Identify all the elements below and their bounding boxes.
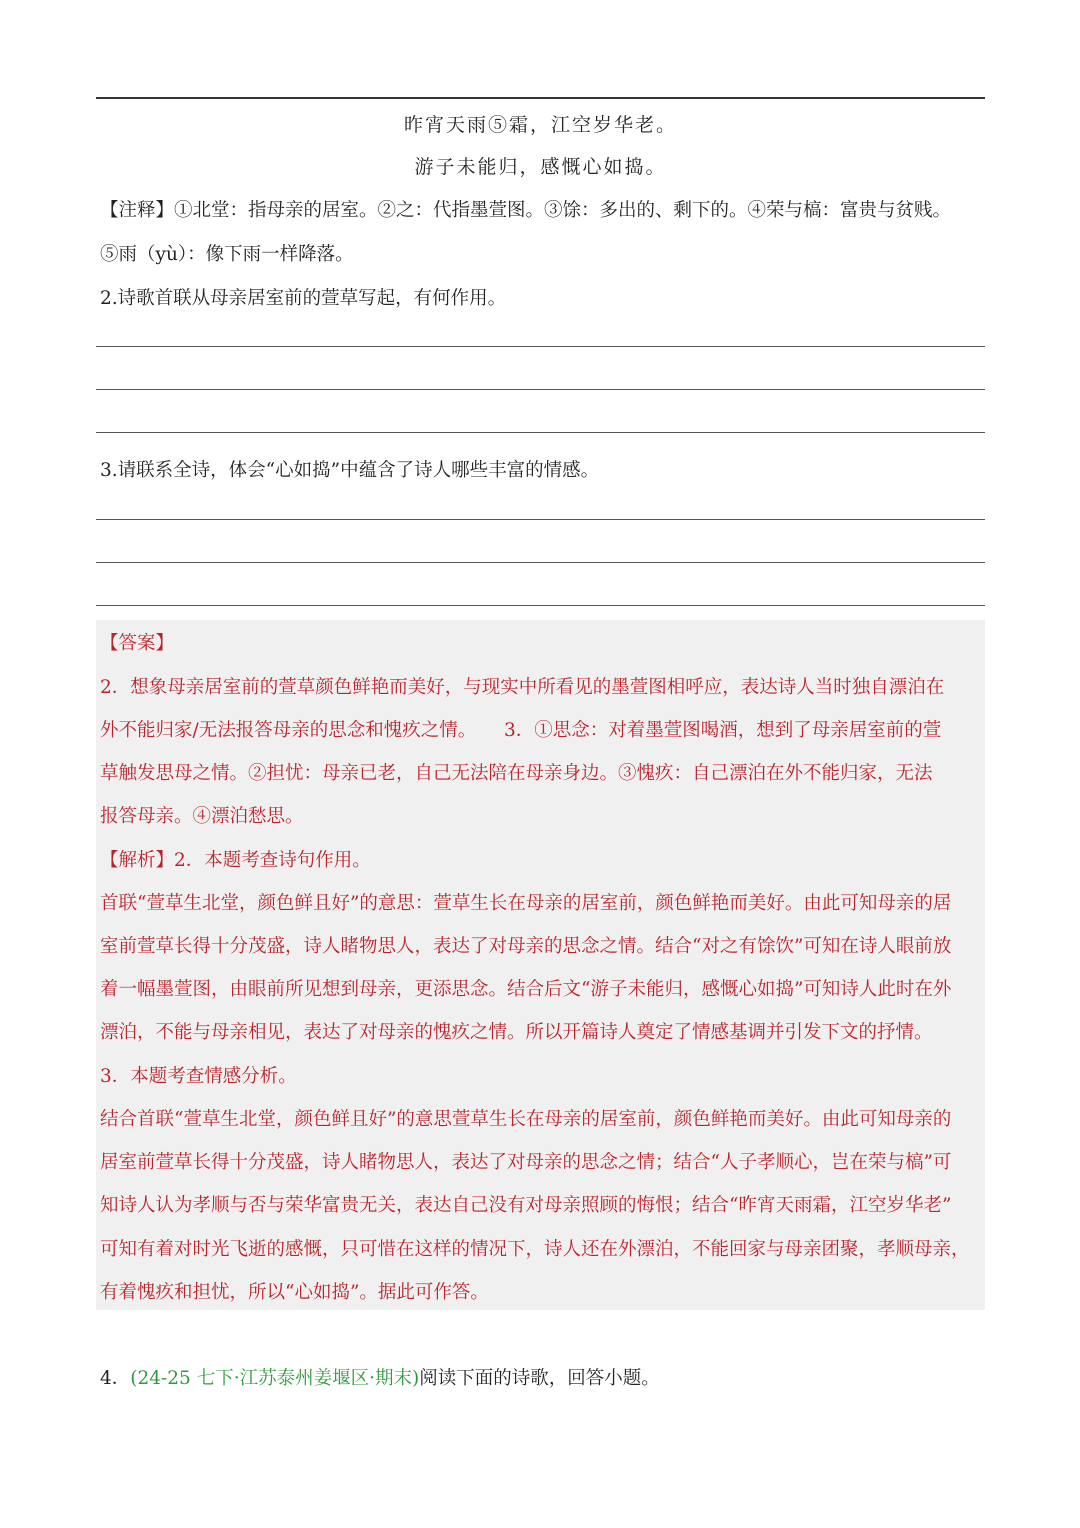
answer-line: 2．想象母亲居室前的萱草颜色鲜艳而美好，与现实中所看见的墨萱图相呼应，表达诗人当时独自漂泊在 (100, 677, 945, 698)
question-2: 2.诗歌首联从母亲居室前的萱草写起，有何作用。 (100, 288, 507, 309)
answer-line: 草触发思母之情。②担忧：母亲已老，自己无法陪在母亲身边。③愧疚：自己漂泊在外不能归家，无法 (100, 763, 933, 784)
poem-line-1: 昨宵天雨⑤霜，江空岁华老。 (403, 114, 677, 136)
answer-line-q2-1[interactable] (96, 346, 985, 347)
analysis-line: 有着愧疚和担忧，所以“心如捣”。据此可作答。 (100, 1282, 489, 1303)
analysis-line: 漂泊，不能与母亲相见，表达了对母亲的愧疚之情。所以开篇诗人奠定了情感基调并引发下文的抒情。 (100, 1022, 933, 1043)
question-4-text: 阅读下面的诗歌，回答小题。 (419, 1368, 660, 1389)
question-3: 3.请联系全诗，体会“心如捣”中蕴含了诗人哪些丰富的情感。 (100, 460, 600, 481)
top-rule (96, 97, 985, 99)
analysis-line: 室前萱草长得十分茂盛，诗人睹物思人，表达了对母亲的思念之情。结合“对之有馀饮”可知在诗人眼前放 (100, 936, 952, 957)
analysis-line: 着一幅墨萱图，由眼前所见想到母亲，更添思念。结合后文“游子未能归，感慨心如捣”可知诗人此时在外 (100, 979, 952, 1000)
analysis-line: 首联“萱草生北堂，颜色鲜且好”的意思：萱草生长在母亲的居室前，颜色鲜艳而美好。由此可知母亲的居 (100, 893, 952, 914)
notes-line-1: 【注释】①北堂：指母亲的居室。②之：代指墨萱图。③馀：多出的、剩下的。④荣与槁：富贵与贫贱。 (100, 200, 952, 221)
question-4-source: (24-25 七下·江苏泰州姜堰区·期末) (130, 1368, 420, 1389)
analysis-heading: 【解析】2．本题考查诗句作用。 (100, 850, 371, 871)
answer-line-q2-2[interactable] (96, 389, 985, 390)
analysis-line: 结合首联“萱草生北堂，颜色鲜且好”的意思萱草生长在母亲的居室前，颜色鲜艳而美好。由此可知母亲的 (100, 1109, 952, 1130)
answer-line: 外不能归家/无法报答母亲的思念和愧疚之情。 3．①思念：对着墨萱图喝酒，想到了母亲居室前的萱 (100, 720, 942, 741)
answer-line-q2-3[interactable] (96, 432, 985, 433)
poem-line-2: 游子未能归，感慨心如捣。 (414, 156, 667, 178)
notes-line-2: ⑤雨（yù）：像下雨一样降落。 (100, 244, 354, 265)
analysis-line: 知诗人认为孝顺与否与荣华富贵无关，表达自己没有对母亲照顾的悔恨；结合“昨宵天雨霜，江空岁华老” (100, 1195, 952, 1216)
answer-heading: 【答案】 (100, 633, 175, 654)
answer-line-q3-2[interactable] (96, 562, 985, 563)
answer-line-q3-3[interactable] (96, 605, 985, 606)
question-4 (100, 1364, 660, 1390)
analysis-line: 居室前萱草长得十分茂盛，诗人睹物思人，表达了对母亲的思念之情；结合“人子孝顺心，岂在荣与槁”可 (100, 1152, 952, 1173)
analysis-line: 可知有着对时光飞逝的感慨，只可惜在这样的情况下，诗人还在外漂泊，不能回家与母亲团聚，孝顺母亲， (100, 1239, 970, 1260)
answer-line: 报答母亲。④漂泊愁思。 (100, 806, 304, 827)
answer-line-q3-1[interactable] (96, 519, 985, 520)
analysis-subheading: 3．本题考查情感分析。 (100, 1066, 297, 1087)
question-4-number: 4． (100, 1368, 131, 1389)
